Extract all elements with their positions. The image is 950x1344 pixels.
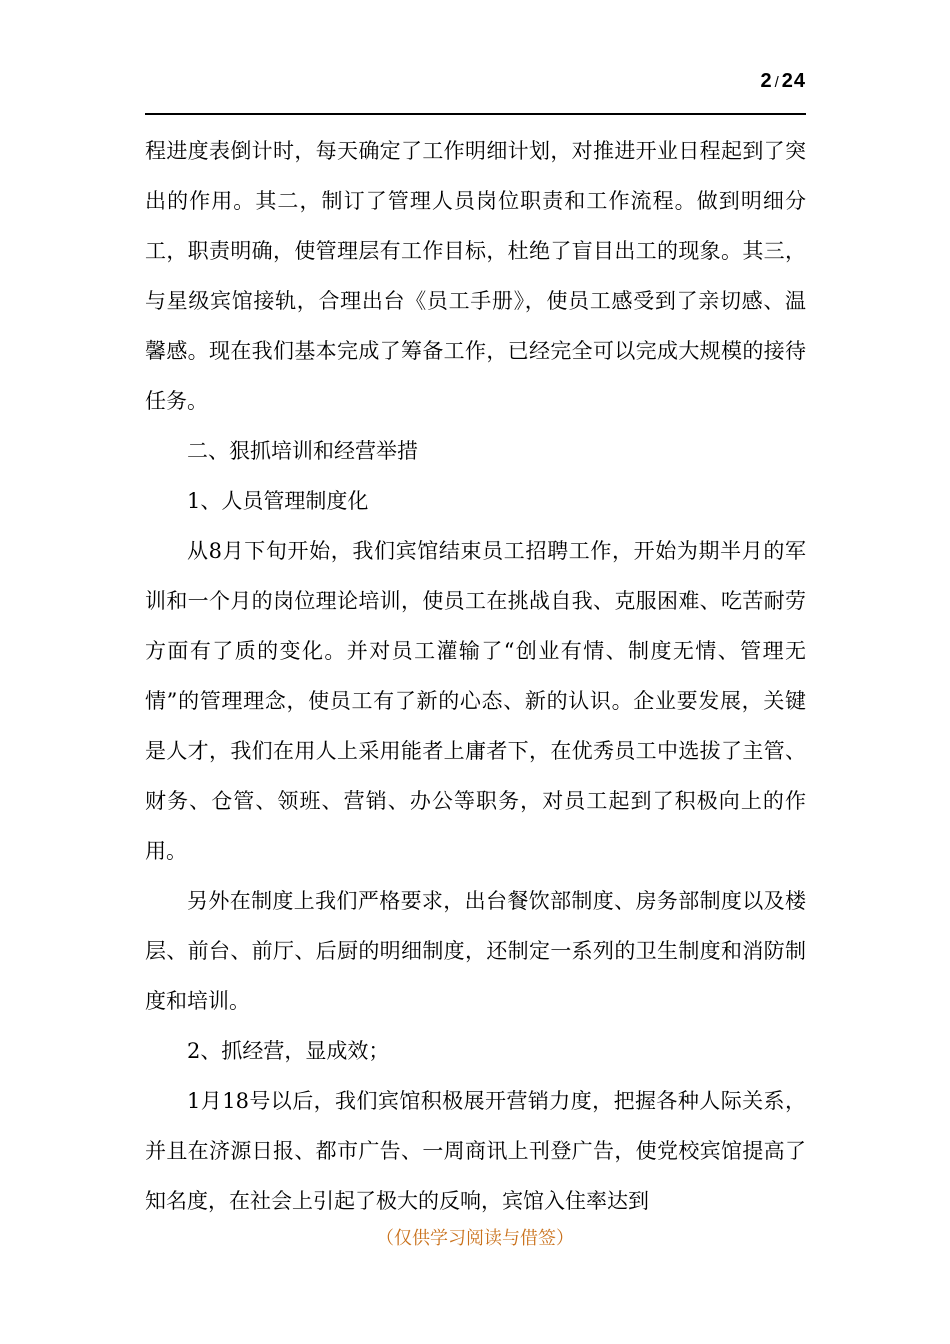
- paragraph-3: 另外在制度上我们严格要求，出台餐饮部制度、房务部制度以及楼层、前台、前厅、后厨的明细制度，还制定一系列的卫生制度和消防制度和培训。: [145, 889, 806, 1013]
- document-body: [145, 126, 806, 1226]
- subsection-heading-1: 1、人员管理制度化: [187, 489, 369, 513]
- page-number: [760, 70, 806, 93]
- header-divider: [145, 113, 806, 115]
- section-heading-2: 二、狠抓培训和经营举措: [187, 439, 418, 463]
- paragraph-4: 1月18号以后，我们宾馆积极展开营销力度，把握各种人际关系，并且在济源日报、都市广告、一周商讯上刊登广告，使党校宾馆提高了知名度，在社会上引起了极大的反响，宾馆入住率达到: [145, 1089, 806, 1213]
- page-current: 2: [760, 70, 773, 92]
- subsection-heading-2: 2、抓经营，显成效；: [187, 1039, 390, 1063]
- paragraph-1: 程进度表倒计时，每天确定了工作明细计划，对推进开业日程起到了突出的作用。其二，制订了管理人员岗位职责和工作流程。做到明细分工，职责明确，使管理层有工作目标，杜绝了盲目出工的现象。其三，与星级宾馆接轨，合理出台《员工手册》，使员工感受到了亲切感、温馨感。现在我们基本完成了筹备工作，已经完全可以完成大规模的接待任务。: [145, 139, 806, 413]
- paragraph-2: 从8月下旬开始，我们宾馆结束员工招聘工作，开始为期半月的军训和一个月的岗位理论培训，使员工在挑战自我、克服困难、吃苦耐劳方面有了质的变化。并对员工灌输了“创业有情、制度无情、管理无情”的管理理念，使员工有了新的心态、新的认识。企业要发展，关键是人才，我们在用人上采用能者上庸者下，在优秀员工中选拔了主管、财务、仓管、领班、营销、办公等职务，对员工起到了积极向上的作用。: [145, 539, 806, 863]
- footer-note: （仅供学习阅读与借签）: [376, 1228, 574, 1249]
- page-separator: /: [774, 74, 780, 91]
- page-total: 24: [781, 70, 806, 92]
